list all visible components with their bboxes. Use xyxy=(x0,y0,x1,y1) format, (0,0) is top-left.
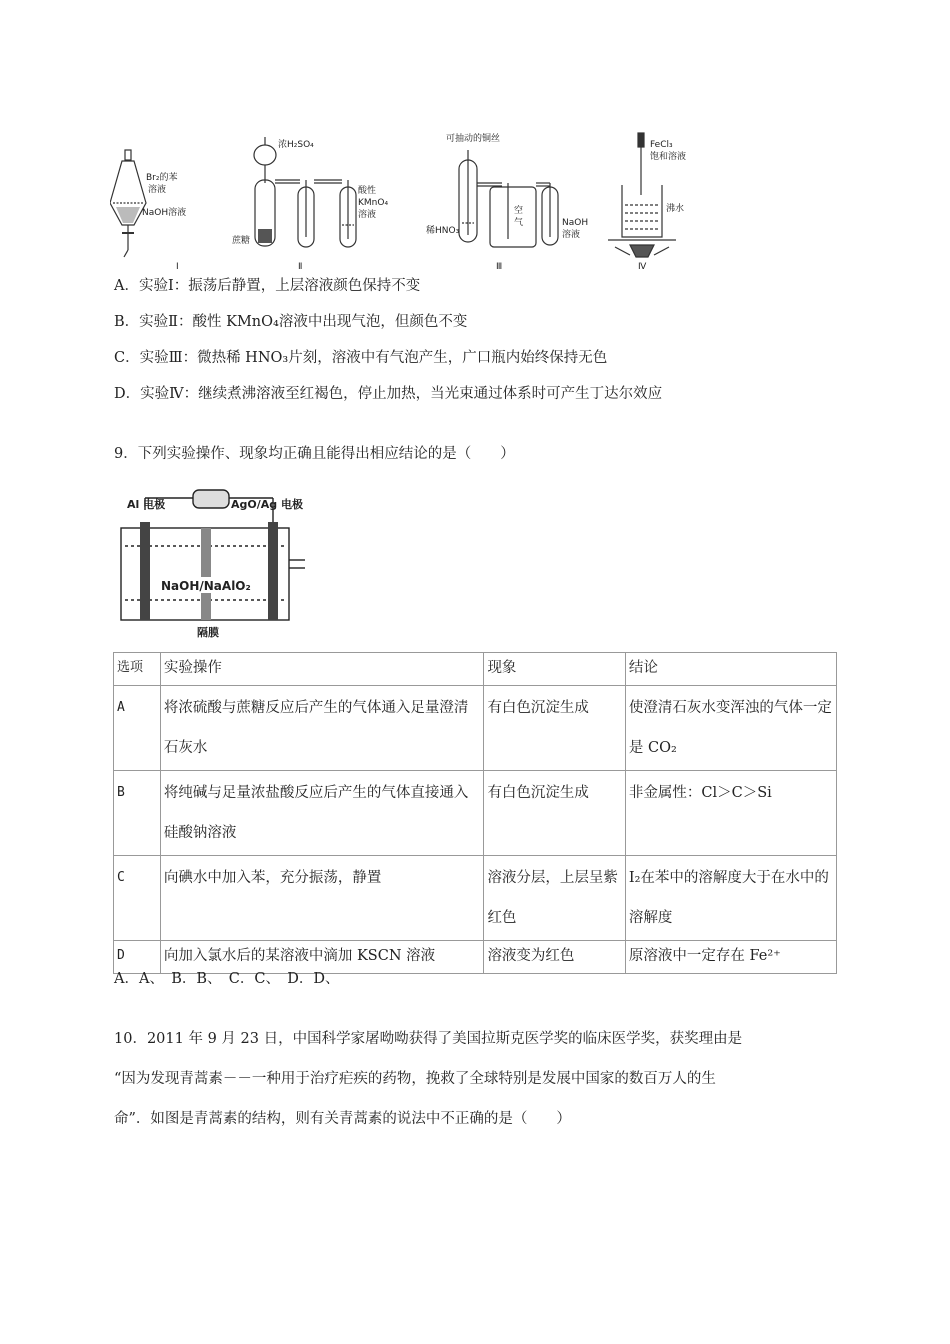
header-option: 选项 xyxy=(114,653,161,686)
q10-line-3: 命”．如图是青蒿素的结构，则有关青蒿素的说法中不正确的是（ ） xyxy=(114,1111,571,1127)
row-c-operation: 向碘水中加入苯，充分振荡，静置 xyxy=(160,856,484,941)
row-b-phenomenon: 有白色沉淀生成 xyxy=(484,771,625,856)
q8-option-b: B．实验Ⅱ：酸性 KMnO₄溶液中出现气泡，但颜色不变 xyxy=(114,314,468,330)
app3-air-label-2: 气 xyxy=(514,218,524,228)
row-b-operation: 将纯碱与足量浓盐酸反应后产生的气体直接通入硅酸钠溶液 xyxy=(160,771,484,856)
q9-options-table xyxy=(113,652,837,974)
app3-naoh-label-1: NaOH xyxy=(562,218,589,228)
app4-fecl3-label-2: 饱和溶液 xyxy=(650,152,687,162)
app2-number: Ⅱ xyxy=(298,262,303,272)
q10-line-2: “因为发现青蒿素－－一种用于治疗疟疾的药物，挽救了全球特别是发展中国家的数百万人的生 xyxy=(114,1071,716,1087)
app2-kmno4-label-1: 酸性 xyxy=(358,186,377,196)
app3-air-label-1: 空 xyxy=(514,206,524,216)
apparatus-2-sugar-acid xyxy=(254,137,356,247)
app2-acid-label: 浓H₂SO₄ xyxy=(278,140,314,150)
q8-option-c: C．实验Ⅲ：微热稀 HNO₃片刻，溶液中有气泡产生，广口瓶内始终保持无色 xyxy=(114,350,608,366)
table-row xyxy=(114,771,837,856)
q10-line-1: 10．2011 年 9 月 23 日，中国科学家屠呦呦获得了美国拉斯克医学奖的临床医学奖，获奖理由是 xyxy=(114,1031,743,1047)
row-c-phenomenon: 溶液分层，上层呈紫红色 xyxy=(484,856,625,941)
row-c-option: C xyxy=(114,856,161,941)
row-a-operation: 将浓硫酸与蔗糖反应后产生的气体通入足量澄清石灰水 xyxy=(160,686,484,771)
app3-hno3-label: 稀HNO₃ xyxy=(426,226,460,236)
app1-naoh-label: NaOH溶液 xyxy=(142,208,187,218)
row-a-conclusion: 使澄清石灰水变浑浊的气体一定是 CO₂ xyxy=(625,686,836,771)
membrane-label: 隔膜 xyxy=(197,626,219,639)
ag-electrode xyxy=(268,522,278,620)
electrolyte-label: NaOH/NaAlO₂ xyxy=(161,579,251,593)
app2-kmno4-label-2: KMnO₄ xyxy=(358,198,389,208)
battery-cell-figure xyxy=(113,488,313,640)
row-d-option: D xyxy=(114,941,161,974)
row-b-conclusion: 非金属性：Cl＞C＞Si xyxy=(625,771,836,856)
q9-stem: 9．下列实验操作、现象均正确且能得出相应结论的是（ ） xyxy=(114,446,515,462)
row-b-option: B xyxy=(114,771,161,856)
app3-number: Ⅲ xyxy=(496,262,503,272)
app1-number: Ⅰ xyxy=(176,262,179,272)
app4-water-label: 沸水 xyxy=(666,204,685,214)
app2-sugar-label: 蔗糖 xyxy=(232,236,251,246)
apparatus-1-separatory-funnel xyxy=(110,150,146,257)
table-row xyxy=(114,686,837,771)
table-header-row xyxy=(114,653,837,686)
row-d-conclusion: 原溶液中一定存在 Fe²⁺ xyxy=(625,941,836,974)
header-operation: 实验操作 xyxy=(160,653,484,686)
membrane xyxy=(201,528,211,620)
experiment-apparatus-figure xyxy=(110,125,730,273)
app2-kmno4-label-3: 溶液 xyxy=(358,210,377,220)
al-electrode xyxy=(140,522,150,620)
app1-reagent-label-2: 溶液 xyxy=(148,185,167,195)
row-d-operation: 向加入氯水后的某溶液中滴加 KSCN 溶液 xyxy=(160,941,484,974)
app3-naoh-label-2: 溶液 xyxy=(562,230,581,240)
row-a-option: A xyxy=(114,686,161,771)
app1-reagent-label: Br₂的苯 xyxy=(146,173,178,183)
row-d-phenomenon: 溶液变为红色 xyxy=(484,941,625,974)
apparatus-3-copper-nitric xyxy=(459,150,558,247)
app3-wire-label: 可抽动的铜丝 xyxy=(446,134,501,144)
app4-number: Ⅳ xyxy=(638,262,647,272)
row-a-phenomenon: 有白色沉淀生成 xyxy=(484,686,625,771)
header-conclusion: 结论 xyxy=(625,653,836,686)
q8-option-a: A．实验Ⅰ：振荡后静置，上层溶液颜色保持不变 xyxy=(114,278,421,294)
row-c-conclusion: I₂在苯中的溶解度大于在水中的溶解度 xyxy=(625,856,836,941)
header-phenomenon: 现象 xyxy=(484,653,625,686)
q9-answer-choices: A．A、 B．B、 C．C、 D．D、 xyxy=(114,971,340,987)
table-row xyxy=(114,856,837,941)
left-electrode-label: Al 电极 xyxy=(127,498,166,511)
q8-option-d: D．实验Ⅳ：继续煮沸溶液至红褐色，停止加热，当光束通过体系时可产生丁达尔效应 xyxy=(114,386,663,402)
right-electrode-label: AgO/Ag 电极 xyxy=(231,498,303,511)
app4-fecl3-label-1: FeCl₃ xyxy=(650,140,673,150)
